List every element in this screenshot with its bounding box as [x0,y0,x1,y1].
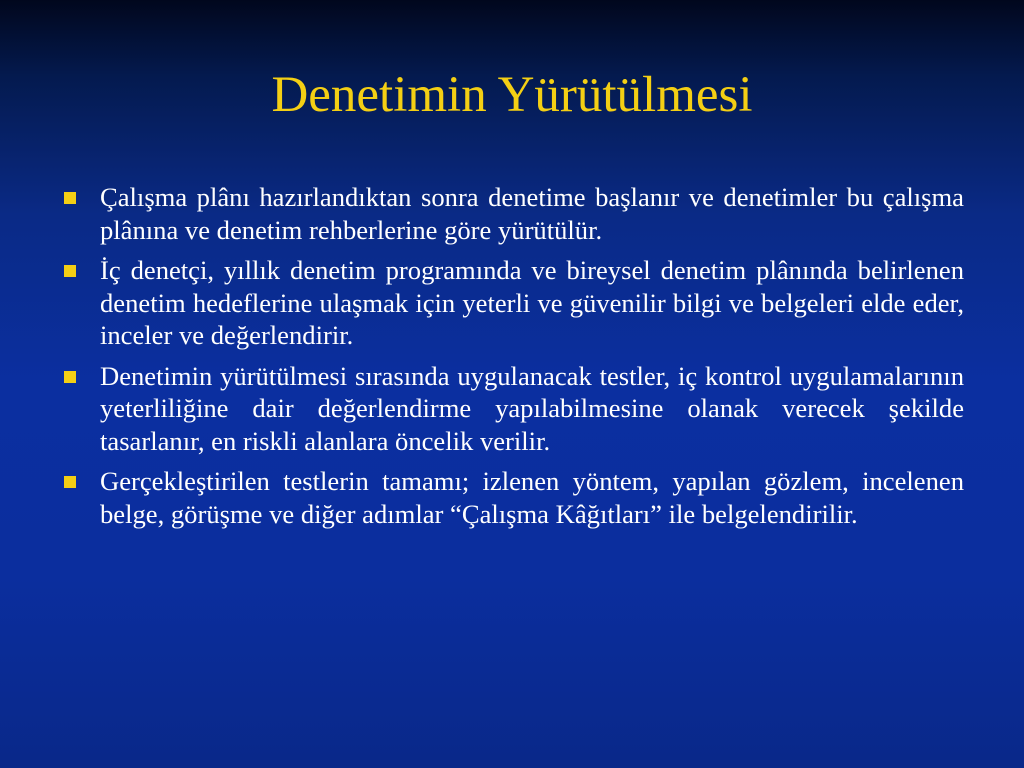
square-bullet-icon [64,265,76,277]
bullet-item [62,254,964,352]
square-bullet-icon [64,476,76,488]
bullet-list [62,181,964,538]
bullet-item [62,181,964,246]
slide-title: Denetimin Yürütülmesi [271,67,753,123]
bullet-item [62,465,964,530]
square-bullet-icon [64,371,76,383]
bullet-text: Gerçekleştirilen testlerin tamamı; izlenen yöntem, yapılan gözlem, incelenen belge, görüşme ve diğer adımlar “Çalışma Kâğıtları” ile belgelendirilir. [100,466,964,529]
square-bullet-icon [64,192,76,204]
bullet-text: Denetimin yürütülmesi sırasında uygulanacak testler, iç kontrol uygulamalarının yeterliliğine dair değerlendirme yapılabilmesine olanak verecek şekilde tasarlanır, en riskli alanlara öncelik verilir. [100,360,964,456]
bullet-text: Çalışma plânı hazırlandıktan sonra denetime başlanır ve denetimler bu çalışma plânına ve denetim rehberlerine göre yürütülür. [100,182,964,245]
bullet-text: İç denetçi, yıllık denetim programında ve bireysel denetim plânında belirlenen denetim hedeflerine ulaşmak için yeterli ve güvenilir bilgi ve belgeleri elde eder, inceler ve değerlendirir. [100,255,964,350]
bullet-item [62,360,964,458]
